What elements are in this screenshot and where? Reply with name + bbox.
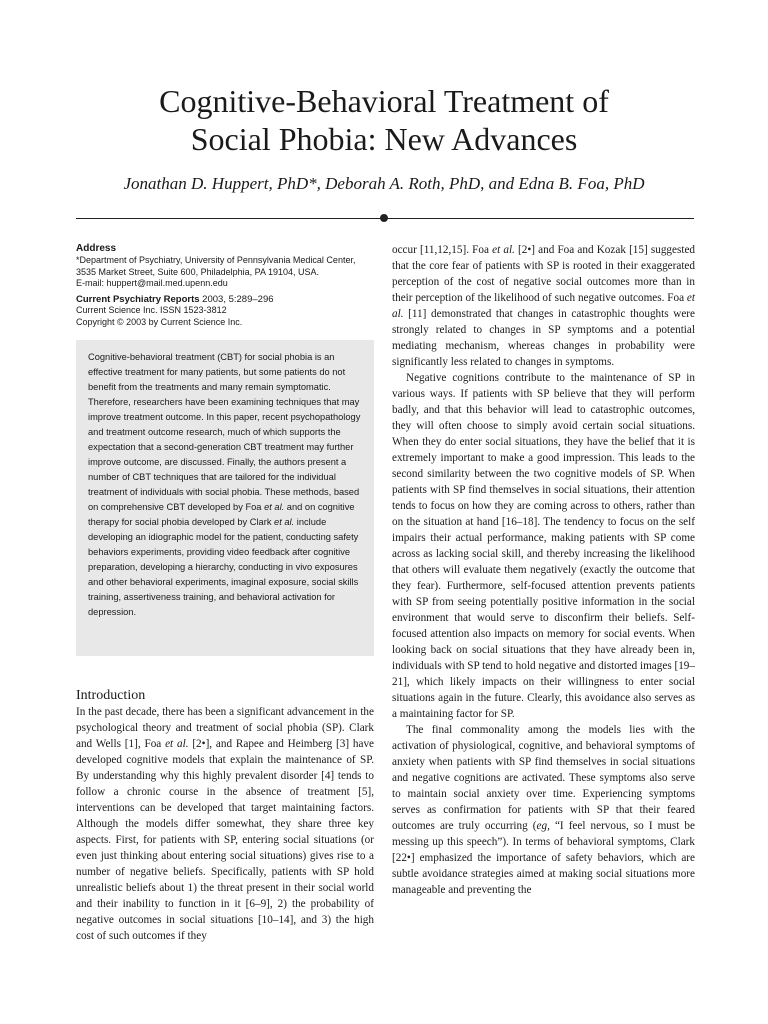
author-list: Jonathan D. Huppert, PhD*, Deborah A. Roth, PhD, and Edna B. Foa, PhD [123,174,645,193]
right-column [392,242,695,898]
right-paragraph-3 [392,722,695,898]
right-p1-text-3: [11] demonstrated that changes in catastrophic thoughts were strongly related to changes in SP symptoms and a potential mediating mechanism, whereas changes in probability were significantly less related to changes in symptoms. [392,308,695,368]
address-email: E-mail: huppert@mail.med.upenn.edu [76,278,228,288]
left-column [76,243,374,944]
intro-text-1: In the past decade, there has been a significant advancement in the psychological theory and treatment of social phobia (SP). Clark and Wells [1], Foa [76,706,374,750]
right-p3-text-1: The final commonality among the models lies with the activation of physiological, cognitive, and behavioral symptoms of anxiety when patients with SP find themselves in social situations and negative cognitions are activated. These symptoms also serve to maintain social anxiety over time. Experiencing symptoms serves as confirmation for patients with SP that their feared outcomes are truly occurring ( [392,724,695,832]
right-p1-text-2: [2•] and Foa and Kozak [15] suggested that the core fear of patients with SP is rooted in their exaggerated perception of the cost of negative social outcomes more than in their perception of the likelihood of such negative outcomes. Foa [392,244,695,304]
introduction-paragraph [76,704,374,944]
abstract-etal-1: et al. [264,502,285,512]
address-line-1: *Department of Psychiatry, University of Pennsylvania Medical Center, [76,255,356,265]
right-p1-etal-1: et al. [492,244,515,256]
divider-dot [380,214,388,222]
abstract-box [76,340,374,656]
journal-volume: 2003, 5:289–296 [199,293,274,305]
intro-etal: et al. [165,738,189,750]
publisher-issn: Current Science Inc. ISSN 1523-3812 [76,305,227,315]
introduction-heading: Introduction [76,688,146,703]
right-p1-etal-2: et al. [392,292,695,320]
abstract-text-3: include developing an idiographic model for the patient, conducting safety behaviors experiments, providing video feedback after cognitive preparation, developing a hierarchy, conducting in vivo exposures and other behavioral experiments, imaginal exposure, social skills training, assertiveness training, and behavioral activation for depression. [88,517,359,617]
abstract-etal-2: et al. [274,517,295,527]
right-p3-text-2: “I feel nervous, so I must be messing up this speech”). In terms of behavioral symptoms, Clark [22•] emphasized the importance of safety behaviors, which are subtle avoidance strategies aimed at making social situations more manageable and preventing the [392,820,695,896]
title-line-1: Cognitive-Behavioral Treatment of [159,83,609,119]
article-title [0,82,768,158]
address-line-2: 3535 Market Street, Suite 600, Philadelphia, PA 19104, USA. [76,266,319,277]
right-p3-eg: eg, [536,820,550,832]
intro-text-2: [2•], and Rapee and Heimberg [3] have developed cognitive models that explain the maintenance of SP. By understanding why this highly prevalent disorder [4] tends to follow a chronic course in the absence of treatment [5], interventions can be developed that target maintaining factors. Although the models differ somewhat, they share three key aspects. First, for patients with SP, entering social situations (or even just thinking about entering social situations) gives rise to a number of negative beliefs. Specifically, patients with SP hold unrealistic beliefs about 1) the threat present in their social world and their inability to function in it [6–9], 2) the probability of negative outcomes in social situations [10–14], and 3) the high cost of such outcomes if they [76,738,374,942]
right-p1-text-1: occur [11,12,15]. Foa [392,244,493,256]
abstract-text-1: Cognitive-behavioral treatment (CBT) for social phobia is an effective treatment for many patients, but some patients do not benefit from the treatments and many remain symptomatic. Therefore, researchers have been examining techniques that may improve treatment outcome. In this paper, recent psychopathology and treatment outcome research, much of which supports the expectation that a second-generation CBT treatment may further improve outcome, are discussed. Finally, the authors present a number of CBT techniques that are tailored for the individual treatment of individuals with social phobia. These methods, based on comprehensive CBT developed by Foa [88,352,361,512]
right-paragraph-2: Negative cognitions contribute to the maintenance of SP in various ways. If patients with SP believe that they will perform badly, and that this behavior will lead to catastrophic outcomes, they will often choose to simply avoid certain social situations. When they do enter social situations, they have the belief that it is extremely important to make a good impression. This leads to the second similarity between the two cognitive models of SP. When patients with SP find themselves in social situations, their attention tends to focus on how they are coming across to others, rather than on the situation at hand [16–18]. The tendency to focus on the self impairs their actual performance, making patients with SP come across as lacking social skill, and thereby increasing the likelihood that others will evaluate them negatively (exactly the outcome that they fear). Furthermore, self-focused attention prevents patients with SP from seeing potentially positive information in the social environment that would serve to disconfirm their beliefs. Self-focused attention also impacts on memory for social events. When looking back on social situations that they have already been in, individuals with SP tend to hold negative and distorted images [19–21], which likely impacts on their willingness to enter social situations again in the future. Clearly, this avoidance also serves as a maintaining factor for SP. [392,372,695,720]
journal-name: Current Psychiatry Reports [76,293,200,305]
journal-citation [76,294,374,306]
address-heading: Address [76,243,117,254]
copyright-notice: Copyright © 2003 by Current Science Inc. [76,316,243,327]
right-paragraph-1 [392,242,695,370]
abstract-text-2: and on cognitive therapy for social phobia developed by Clark [88,502,355,527]
title-line-2: Social Phobia: New Advances [190,121,578,157]
